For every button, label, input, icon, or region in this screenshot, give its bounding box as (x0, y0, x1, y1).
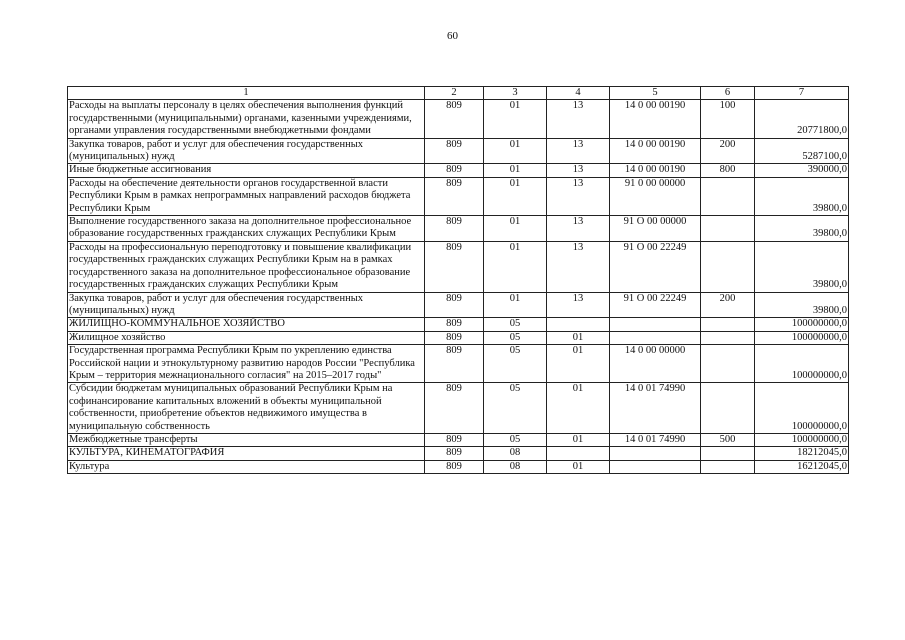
table-row (68, 433, 849, 446)
row-name-cell: Межбюджетные трансферты (68, 433, 425, 446)
amount-cell: 18212045,0 (755, 447, 849, 460)
row-name-cell: КУЛЬТУРА, КИНЕМАТОГРАФИЯ (68, 447, 425, 460)
subsection-cell: 13 (547, 216, 610, 242)
table-row (68, 177, 849, 215)
subsection-cell: 13 (547, 177, 610, 215)
expense-type-cell (701, 447, 755, 460)
row-name-cell: ЖИЛИЩНО-КОММУНАЛЬНОЕ ХОЗЯЙСТВО (68, 318, 425, 331)
page-number: 60 (447, 30, 458, 42)
row-name-cell: Иные бюджетные ассигнования (68, 164, 425, 177)
section-cell: 05 (484, 345, 547, 383)
row-name-cell: Жилищное хозяйство (68, 331, 425, 344)
target-article-cell: 14 0 00 00190 (610, 100, 701, 138)
header-col-7: 7 (755, 87, 849, 100)
admin-code-cell: 809 (425, 292, 484, 318)
target-article-cell: 91 О 00 22249 (610, 292, 701, 318)
target-article-cell: 14 0 01 74990 (610, 433, 701, 446)
row-name-cell: Расходы на выплаты персоналу в целях обеспечения выполнения функций государственными (муниципальными) органами, казенными учреждениями, органами управления государственными внебюджетными фондами (68, 100, 425, 138)
header-col-2: 2 (425, 87, 484, 100)
section-cell: 05 (484, 433, 547, 446)
section-cell: 01 (484, 138, 547, 164)
expense-type-cell: 500 (701, 433, 755, 446)
admin-code-cell: 809 (425, 345, 484, 383)
table-header-row (68, 87, 849, 100)
admin-code-cell: 809 (425, 241, 484, 292)
expense-type-cell: 100 (701, 100, 755, 138)
subsection-cell: 01 (547, 345, 610, 383)
table-row (68, 216, 849, 242)
header-col-6: 6 (701, 87, 755, 100)
target-article-cell (610, 318, 701, 331)
table-row (68, 331, 849, 344)
amount-cell: 5287100,0 (755, 138, 849, 164)
section-cell: 05 (484, 318, 547, 331)
section-cell: 05 (484, 331, 547, 344)
header-col-5: 5 (610, 87, 701, 100)
subsection-cell: 01 (547, 433, 610, 446)
expense-type-cell (701, 460, 755, 473)
subsection-cell: 13 (547, 100, 610, 138)
table-row (68, 460, 849, 473)
table-row (68, 447, 849, 460)
expense-type-cell (701, 345, 755, 383)
expense-type-cell (701, 216, 755, 242)
amount-cell: 39800,0 (755, 177, 849, 215)
table-row (68, 292, 849, 318)
amount-cell: 100000000,0 (755, 318, 849, 331)
table-row (68, 318, 849, 331)
amount-cell: 100000000,0 (755, 383, 849, 434)
header-col-3: 3 (484, 87, 547, 100)
admin-code-cell: 809 (425, 447, 484, 460)
table-row (68, 138, 849, 164)
subsection-cell: 13 (547, 241, 610, 292)
amount-cell: 390000,0 (755, 164, 849, 177)
amount-cell: 20771800,0 (755, 100, 849, 138)
target-article-cell: 91 О 00 22249 (610, 241, 701, 292)
section-cell: 01 (484, 100, 547, 138)
header-col-4: 4 (547, 87, 610, 100)
target-article-cell: 14 0 00 00190 (610, 164, 701, 177)
subsection-cell: 01 (547, 460, 610, 473)
subsection-cell: 01 (547, 383, 610, 434)
row-name-cell: Расходы на профессиональную переподготовку и повышение квалификации государственных гражданских служащих Республики Крым на в рамках государственного заказа на дополнительное профессиональное образование государственных гражданских служащих Республики Крым (68, 241, 425, 292)
target-article-cell (610, 331, 701, 344)
admin-code-cell: 809 (425, 138, 484, 164)
target-article-cell: 14 0 00 00000 (610, 345, 701, 383)
section-cell: 01 (484, 177, 547, 215)
amount-cell: 100000000,0 (755, 331, 849, 344)
section-cell: 08 (484, 447, 547, 460)
target-article-cell (610, 447, 701, 460)
amount-cell: 100000000,0 (755, 433, 849, 446)
row-name-cell: Субсидии бюджетам муниципальных образований Республики Крым на софинансирование капитальных вложений в объекты муниципальной собственности, приобретение объектов недвижимого имущества в муниципальную собственность (68, 383, 425, 434)
subsection-cell: 13 (547, 292, 610, 318)
row-name-cell: Расходы на обеспечение деятельности органов государственной власти Республики Крым в рамках непрограммных направлений расходов бюджета Республики Крым (68, 177, 425, 215)
subsection-cell: 01 (547, 331, 610, 344)
expense-type-cell (701, 318, 755, 331)
subsection-cell (547, 447, 610, 460)
section-cell: 01 (484, 164, 547, 177)
row-name-cell: Государственная программа Республики Крым по укреплению единства Российской нации и этнокультурному развитию народов России "Республика Крым – территория межнационального согласия" на 2015–2017 годы" (68, 345, 425, 383)
admin-code-cell: 809 (425, 318, 484, 331)
admin-code-cell: 809 (425, 164, 484, 177)
expense-type-cell (701, 383, 755, 434)
section-cell: 01 (484, 216, 547, 242)
subsection-cell: 13 (547, 138, 610, 164)
admin-code-cell: 809 (425, 331, 484, 344)
admin-code-cell: 809 (425, 383, 484, 434)
target-article-cell: 14 0 00 00190 (610, 138, 701, 164)
amount-cell: 16212045,0 (755, 460, 849, 473)
target-article-cell: 14 0 01 74990 (610, 383, 701, 434)
admin-code-cell: 809 (425, 177, 484, 215)
target-article-cell: 91 О 00 00000 (610, 216, 701, 242)
section-cell: 01 (484, 241, 547, 292)
section-cell: 05 (484, 383, 547, 434)
table-row (68, 345, 849, 383)
row-name-cell: Культура (68, 460, 425, 473)
target-article-cell (610, 460, 701, 473)
subsection-cell (547, 318, 610, 331)
expense-type-cell (701, 177, 755, 215)
amount-cell: 39800,0 (755, 292, 849, 318)
header-col-1: 1 (68, 87, 425, 100)
row-name-cell: Выполнение государственного заказа на дополнительное профессиональное образование государственных гражданских служащих Республики Крым (68, 216, 425, 242)
amount-cell: 100000000,0 (755, 345, 849, 383)
expense-type-cell (701, 241, 755, 292)
expense-type-cell (701, 331, 755, 344)
table-row (68, 383, 849, 434)
admin-code-cell: 809 (425, 100, 484, 138)
target-article-cell: 91 0 00 00000 (610, 177, 701, 215)
expense-type-cell: 200 (701, 138, 755, 164)
admin-code-cell: 809 (425, 460, 484, 473)
table-row (68, 164, 849, 177)
row-name-cell: Закупка товаров, работ и услуг для обеспечения государственных (муниципальных) нужд (68, 292, 425, 318)
table-row (68, 100, 849, 138)
budget-table (67, 86, 849, 474)
amount-cell: 39800,0 (755, 216, 849, 242)
section-cell: 01 (484, 292, 547, 318)
table-row (68, 241, 849, 292)
section-cell: 08 (484, 460, 547, 473)
subsection-cell: 13 (547, 164, 610, 177)
admin-code-cell: 809 (425, 433, 484, 446)
admin-code-cell: 809 (425, 216, 484, 242)
expense-type-cell: 800 (701, 164, 755, 177)
amount-cell: 39800,0 (755, 241, 849, 292)
row-name-cell: Закупка товаров, работ и услуг для обеспечения государственных (муниципальных) нужд (68, 138, 425, 164)
expense-type-cell: 200 (701, 292, 755, 318)
